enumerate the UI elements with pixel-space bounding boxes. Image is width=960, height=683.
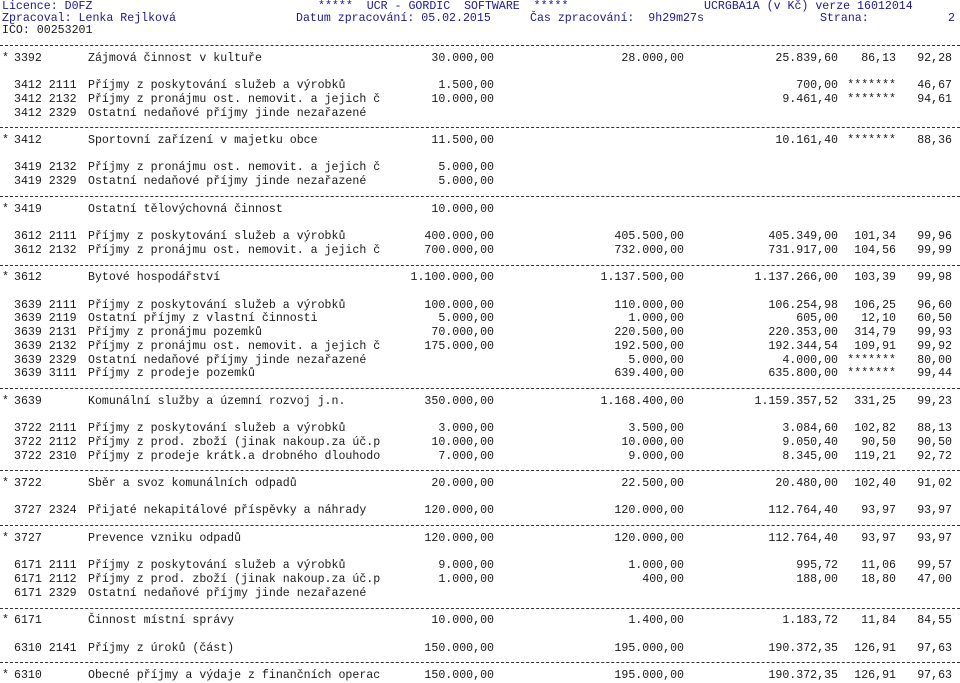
account-code: 3412 2329 — [14, 106, 77, 120]
item-row — [0, 244, 960, 258]
actual-amount-value: 190.372,35 — [768, 641, 838, 655]
header-page-label: Strana: — [820, 12, 869, 25]
percent-initial-value: ******* — [847, 353, 896, 367]
budget-initial-value: 350.000,00 — [424, 394, 494, 408]
budget-initial-value: 150.000,00 — [424, 641, 494, 655]
item-row — [0, 587, 960, 601]
item-row — [0, 504, 960, 518]
percent-initial-value: ******* — [847, 134, 896, 148]
budget-initial-value: 175.000,00 — [424, 339, 494, 353]
item-row — [0, 436, 960, 450]
percent-initial-value: 126,91 — [854, 669, 896, 683]
item-row — [0, 340, 960, 354]
percent-initial-value: 93,97 — [861, 531, 896, 545]
percent-adjusted-value: 97,63 — [917, 669, 952, 683]
header-brand: ***** UCR - GORDIC SOFTWARE ***** — [318, 0, 569, 13]
paragraph-code: 3392 — [14, 51, 42, 65]
actual-amount-value: 1.159.357,52 — [754, 394, 838, 408]
actual-amount-value: 220.353,00 — [768, 326, 838, 340]
account-name: Sběr a svoz komunálních odpadů — [88, 477, 297, 491]
summary-row — [0, 395, 960, 409]
actual-amount-value: 9.050,40 — [782, 435, 838, 449]
actual-amount-value: 1.183,72 — [782, 614, 838, 628]
budget-adjusted-value: 110.000,00 — [614, 298, 684, 312]
budget-initial-value: 10.000,00 — [431, 614, 494, 628]
summary-marker: * — [2, 669, 9, 683]
dashed-separator — [0, 45, 960, 46]
header-report-id: UCRGBA1A (v Kč) verze 16012014 — [704, 0, 913, 13]
percent-initial-value: 104,56 — [854, 243, 896, 257]
percent-initial-value: 11,06 — [861, 559, 896, 573]
paragraph-code: 3419 — [14, 202, 42, 216]
budget-adjusted-value: 1.000,00 — [628, 312, 684, 326]
account-code: 3722 2112 — [14, 435, 77, 449]
percent-adjusted-value: 99,57 — [917, 559, 952, 573]
account-name: Příjmy z prodeje pozemků — [88, 367, 255, 381]
actual-amount-value: 112.764,40 — [768, 504, 838, 518]
paragraph-code: 3727 — [14, 531, 42, 545]
item-row — [0, 175, 960, 189]
account-code: 3419 2329 — [14, 175, 77, 189]
summary-marker: * — [2, 271, 9, 285]
dashed-separator — [0, 662, 960, 663]
account-code: 3639 2132 — [14, 339, 77, 353]
actual-amount-value: 405.349,00 — [768, 230, 838, 244]
account-name: Ostatní nedaňové příjmy jinde nezařazené — [88, 175, 367, 189]
percent-initial-value: 93,97 — [861, 504, 896, 518]
account-name: Příjmy z poskytování služeb a výrobků — [88, 422, 346, 436]
budget-initial-value: 120.000,00 — [424, 531, 494, 545]
account-name: Příjmy z pronájmu ost. nemovit. a jejich č — [88, 92, 381, 106]
account-code: 3412 2111 — [14, 79, 77, 93]
account-code: 6171 2111 — [14, 559, 77, 573]
summary-row — [0, 477, 960, 491]
percent-adjusted-value: 88,36 — [917, 134, 952, 148]
summary-marker: * — [2, 394, 9, 408]
percent-initial-value: 102,40 — [854, 477, 896, 491]
actual-amount-value: 25.839,60 — [775, 51, 838, 65]
account-code: 6310 2141 — [14, 641, 77, 655]
budget-adjusted-value: 9.000,00 — [628, 449, 684, 463]
account-code: 3639 2131 — [14, 326, 77, 340]
item-row — [0, 422, 960, 436]
percent-initial-value: 12,10 — [861, 312, 896, 326]
budget-initial-value: 1.100.000,00 — [410, 271, 494, 285]
paragraph-code: 6171 — [14, 614, 42, 628]
header-processed-time: Čas zpracování: 9h29m27s — [530, 12, 704, 25]
budget-adjusted-value: 220.500,00 — [614, 326, 684, 340]
percent-initial-value: 314,79 — [854, 326, 896, 340]
budget-initial-value: 70.000,00 — [431, 326, 494, 340]
percent-adjusted-value: 99,23 — [917, 394, 952, 408]
account-name: Příjmy z prod. zboží (jinak nakoup.za úč.p — [88, 435, 381, 449]
summary-marker: * — [2, 531, 9, 545]
percent-adjusted-value: 84,55 — [917, 614, 952, 628]
budget-adjusted-value: 10.000,00 — [621, 435, 684, 449]
dashed-separator — [0, 525, 960, 526]
account-name: Ostatní nedaňové příjmy jinde nezařazené — [88, 106, 367, 120]
actual-amount-value: 8.345,00 — [782, 449, 838, 463]
percent-initial-value: ******* — [847, 79, 896, 93]
budget-adjusted-value: 195.000,00 — [614, 641, 684, 655]
budget-adjusted-value: 732.000,00 — [614, 243, 684, 257]
account-name: Komunální služby a územní rozvoj j.n. — [88, 394, 346, 408]
account-code: 3639 2119 — [14, 312, 77, 326]
header-processed-date: Datum zpracování: 05.02.2015 — [296, 12, 491, 25]
budget-adjusted-value: 28.000,00 — [621, 51, 684, 65]
account-name: Příjmy z poskytování služeb a výrobků — [88, 79, 346, 93]
budget-adjusted-value: 400,00 — [642, 573, 684, 587]
actual-amount-value: 20.480,00 — [775, 477, 838, 491]
account-code: 3722 2111 — [14, 422, 77, 436]
percent-initial-value: 86,13 — [861, 51, 896, 65]
dashed-separator — [0, 127, 960, 128]
budget-adjusted-value: 405.500,00 — [614, 230, 684, 244]
percent-adjusted-value: 99,44 — [917, 367, 952, 381]
paragraph-code: 3612 — [14, 271, 42, 285]
account-name: Přijaté nekapitálové příspěvky a náhrady — [88, 504, 367, 518]
budget-initial-value: 400.000,00 — [424, 230, 494, 244]
dashed-separator — [0, 388, 960, 389]
item-row — [0, 573, 960, 587]
percent-adjusted-value: 92,28 — [917, 51, 952, 65]
percent-initial-value: ******* — [847, 367, 896, 381]
budget-initial-value: 5.000,00 — [438, 161, 494, 175]
actual-amount-value: 700,00 — [796, 79, 838, 93]
budget-adjusted-value: 3.500,00 — [628, 422, 684, 436]
budget-adjusted-value: 120.000,00 — [614, 531, 684, 545]
budget-initial-value: 9.000,00 — [438, 559, 494, 573]
actual-amount-value: 188,00 — [796, 573, 838, 587]
account-name: Ostatní příjmy z vlastní činnosti — [88, 312, 318, 326]
account-code: 3612 2132 — [14, 243, 77, 257]
item-row — [0, 326, 960, 340]
summary-row — [0, 271, 960, 285]
percent-adjusted-value: 47,00 — [917, 573, 952, 587]
summary-marker: * — [2, 51, 9, 65]
percent-adjusted-value: 90,50 — [917, 435, 952, 449]
budget-initial-value: 30.000,00 — [431, 51, 494, 65]
budget-adjusted-value: 5.000,00 — [628, 353, 684, 367]
percent-initial-value: 101,34 — [854, 230, 896, 244]
account-code: 6171 2329 — [14, 586, 77, 600]
percent-adjusted-value: 80,00 — [917, 353, 952, 367]
account-name: Příjmy z poskytování služeb a výrobků — [88, 559, 346, 573]
paragraph-code: 3412 — [14, 134, 42, 148]
summary-marker: * — [2, 134, 9, 148]
account-name: Příjmy z prodeje krátk.a drobného dlouhodo — [88, 449, 381, 463]
budget-initial-value: 1.500,00 — [438, 79, 494, 93]
item-row — [0, 642, 960, 656]
item-row — [0, 230, 960, 244]
percent-adjusted-value: 46,67 — [917, 79, 952, 93]
percent-initial-value: 90,50 — [861, 435, 896, 449]
account-name: Ostatní nedaňové příjmy jinde nezařazené — [88, 586, 367, 600]
summary-marker: * — [2, 202, 9, 216]
actual-amount-value: 635.800,00 — [768, 367, 838, 381]
budget-adjusted-value: 639.400,00 — [614, 367, 684, 381]
item-row — [0, 450, 960, 464]
account-name: Příjmy z úroků (část) — [88, 641, 235, 655]
summary-row — [0, 203, 960, 217]
budget-initial-value: 700.000,00 — [424, 243, 494, 257]
account-name: Zájmová činnost v kultuře — [88, 51, 262, 65]
actual-amount-value: 3.084,60 — [782, 422, 838, 436]
summary-row — [0, 52, 960, 66]
paragraph-code: 3639 — [14, 394, 42, 408]
percent-adjusted-value: 99,96 — [917, 230, 952, 244]
summary-row — [0, 134, 960, 148]
account-code: 3722 2310 — [14, 449, 77, 463]
percent-initial-value: 18,80 — [861, 573, 896, 587]
budget-initial-value: 120.000,00 — [424, 504, 494, 518]
budget-adjusted-value: 1.137.500,00 — [600, 271, 684, 285]
budget-initial-value: 5.000,00 — [438, 312, 494, 326]
account-code: 3412 2132 — [14, 92, 77, 106]
summary-marker: * — [2, 477, 9, 491]
account-code: 3419 2132 — [14, 161, 77, 175]
account-name: Příjmy z pronájmu ost. nemovit. a jejich č — [88, 339, 381, 353]
account-code: 6171 2112 — [14, 573, 77, 587]
item-row — [0, 312, 960, 326]
budget-initial-value: 150.000,00 — [424, 669, 494, 683]
account-name: Ostatní nedaňové příjmy jinde nezařazené — [88, 353, 367, 367]
account-name: Příjmy z pronájmu ost. nemovit. a jejich č — [88, 243, 381, 257]
account-name: Činnost místní správy — [88, 614, 235, 628]
percent-adjusted-value: 99,92 — [917, 339, 952, 353]
percent-adjusted-value: 96,60 — [917, 298, 952, 312]
actual-amount-value: 605,00 — [796, 312, 838, 326]
percent-adjusted-value: 99,98 — [917, 271, 952, 285]
actual-amount-value: 731.917,00 — [768, 243, 838, 257]
actual-amount-value: 10.161,40 — [775, 134, 838, 148]
actual-amount-value: 106.254,98 — [768, 298, 838, 312]
summary-row — [0, 532, 960, 546]
summary-row — [0, 669, 960, 683]
item-row — [0, 559, 960, 573]
percent-initial-value: 103,39 — [854, 271, 896, 285]
actual-amount-value: 1.137.266,00 — [754, 271, 838, 285]
account-code: 3727 2324 — [14, 504, 77, 518]
account-name: Příjmy z poskytování služeb a výrobků — [88, 298, 346, 312]
budget-initial-value: 7.000,00 — [438, 449, 494, 463]
budget-initial-value: 10.000,00 — [431, 202, 494, 216]
percent-adjusted-value: 94,61 — [917, 92, 952, 106]
budget-adjusted-value: 195.000,00 — [614, 669, 684, 683]
percent-initial-value: 331,25 — [854, 394, 896, 408]
percent-adjusted-value: 93,97 — [917, 504, 952, 518]
header-processed-by: Zpracoval: Lenka Rejlková — [2, 12, 176, 25]
percent-adjusted-value: 60,50 — [917, 312, 952, 326]
dashed-separator — [0, 265, 960, 266]
account-name: Prevence vzniku odpadů — [88, 531, 242, 545]
budget-initial-value: 1.000,00 — [438, 573, 494, 587]
percent-adjusted-value: 93,97 — [917, 531, 952, 545]
dashed-separator — [0, 608, 960, 609]
account-name: Příjmy z pronájmu pozemků — [88, 326, 262, 340]
percent-initial-value: 102,82 — [854, 422, 896, 436]
item-row — [0, 367, 960, 381]
actual-amount-value: 112.764,40 — [768, 531, 838, 545]
percent-adjusted-value: 92,72 — [917, 449, 952, 463]
percent-initial-value: ******* — [847, 92, 896, 106]
actual-amount-value: 4.000,00 — [782, 353, 838, 367]
dashed-separator — [0, 470, 960, 471]
item-row — [0, 93, 960, 107]
actual-amount-value: 995,72 — [796, 559, 838, 573]
percent-adjusted-value: 88,13 — [917, 422, 952, 436]
summary-marker: * — [2, 614, 9, 628]
percent-initial-value: 11,84 — [861, 614, 896, 628]
percent-initial-value: 106,25 — [854, 298, 896, 312]
budget-adjusted-value: 1.168.400,00 — [600, 394, 684, 408]
account-code: 3612 2111 — [14, 230, 77, 244]
dashed-separator — [0, 196, 960, 197]
account-name: Ostatní tělovýchovná činnost — [88, 202, 283, 216]
account-code: 3639 2111 — [14, 298, 77, 312]
item-row — [0, 299, 960, 313]
budget-adjusted-value: 120.000,00 — [614, 504, 684, 518]
percent-adjusted-value: 99,99 — [917, 243, 952, 257]
percent-adjusted-value: 97,63 — [917, 641, 952, 655]
account-code: 3639 3111 — [14, 367, 77, 381]
account-name: Příjmy z poskytování služeb a výrobků — [88, 230, 346, 244]
budget-adjusted-value: 192.500,00 — [614, 339, 684, 353]
item-row — [0, 79, 960, 93]
summary-row — [0, 614, 960, 628]
header-ico: IČO: 00253201 — [2, 24, 93, 37]
item-row — [0, 354, 960, 368]
percent-initial-value: 109,91 — [854, 339, 896, 353]
actual-amount-value: 9.461,40 — [782, 92, 838, 106]
budget-initial-value: 20.000,00 — [431, 477, 494, 491]
budget-adjusted-value: 1.400,00 — [628, 614, 684, 628]
item-row — [0, 161, 960, 175]
account-name: Sportovní zařízení v majetku obce — [88, 134, 318, 148]
account-name: Příjmy z prod. zboží (jinak nakoup.za úč.p — [88, 573, 381, 587]
actual-amount-value: 192.344,54 — [768, 339, 838, 353]
header-licence: Licence: D0FZ — [2, 0, 93, 13]
budget-initial-value: 10.000,00 — [431, 92, 494, 106]
budget-initial-value: 100.000,00 — [424, 298, 494, 312]
percent-initial-value: 126,91 — [854, 641, 896, 655]
percent-initial-value: 119,21 — [854, 449, 896, 463]
percent-adjusted-value: 99,93 — [917, 326, 952, 340]
header-page-number: 2 — [948, 12, 955, 25]
account-name: Obecné příjmy a výdaje z finančních operac — [88, 669, 381, 683]
budget-initial-value: 3.000,00 — [438, 422, 494, 436]
actual-amount-value: 190.372,35 — [768, 669, 838, 683]
account-name: Bytové hospodářství — [88, 271, 221, 285]
budget-initial-value: 10.000,00 — [431, 435, 494, 449]
account-code: 3639 2329 — [14, 353, 77, 367]
budget-adjusted-value: 1.000,00 — [628, 559, 684, 573]
budget-adjusted-value: 22.500,00 — [621, 477, 684, 491]
paragraph-code: 3722 — [14, 477, 42, 491]
item-row — [0, 107, 960, 121]
percent-adjusted-value: 91,02 — [917, 477, 952, 491]
budget-initial-value: 11.500,00 — [431, 134, 494, 148]
account-name: Příjmy z pronájmu ost. nemovit. a jejich č — [88, 161, 381, 175]
budget-initial-value: 5.000,00 — [438, 175, 494, 189]
paragraph-code: 6310 — [14, 669, 42, 683]
